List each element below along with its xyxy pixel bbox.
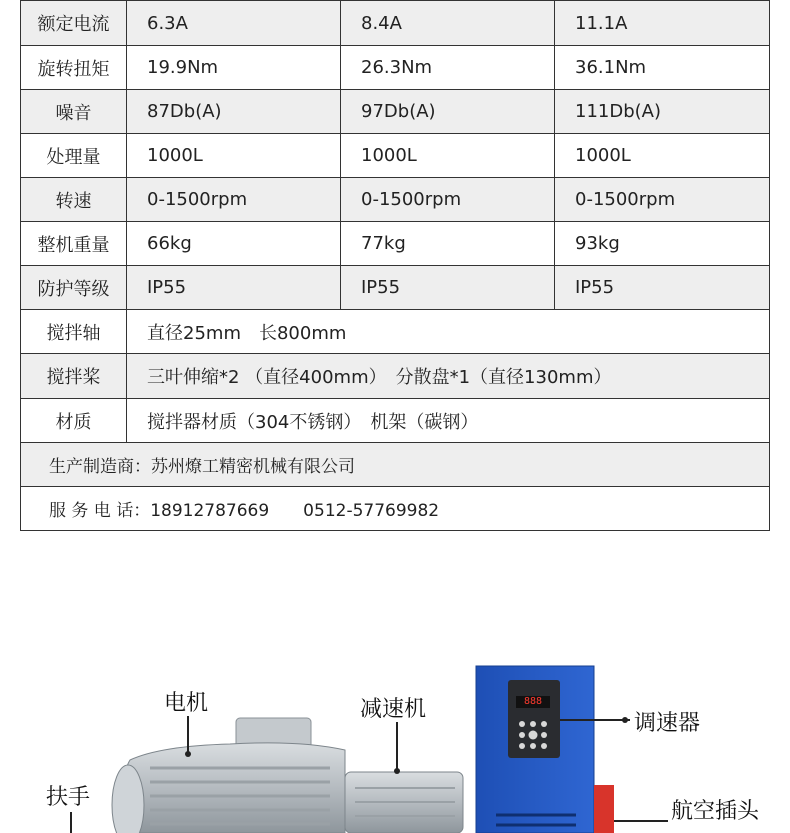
motor-leader	[187, 716, 189, 754]
spec-value: 6.3A	[127, 1, 341, 46]
controller-display-text: 888	[523, 696, 543, 707]
spec-row-shaft	[21, 310, 770, 354]
spec-label: 整机重量	[21, 222, 127, 266]
handle-callout: 扶手	[46, 785, 91, 810]
spec-value: 77kg	[341, 222, 555, 266]
spec-label: 搅拌桨	[21, 354, 127, 399]
spec-row-torque	[21, 46, 770, 90]
spec-row-material	[21, 399, 770, 443]
controller-leader-dot	[622, 717, 628, 723]
aviation-plug-callout: 航空插头	[671, 799, 760, 824]
spec-value: IP55	[341, 266, 555, 310]
reducer-body	[345, 772, 463, 833]
spec-label: 处理量	[21, 134, 127, 178]
spec-value: 0-1500rpm	[341, 178, 555, 222]
spec-row-noise	[21, 90, 770, 134]
spec-value: 1000L	[555, 134, 770, 178]
spec-value: 111Db(A)	[555, 90, 770, 134]
motor-callout: 电机	[164, 691, 209, 716]
spec-value: 26.3Nm	[341, 46, 555, 90]
spec-row-speed	[21, 178, 770, 222]
spec-row-weight	[21, 222, 770, 266]
spec-value: 8.4A	[341, 1, 555, 46]
spec-value: IP55	[555, 266, 770, 310]
handle-leader	[70, 812, 72, 833]
product-diagram	[0, 600, 790, 833]
spec-row-current	[21, 1, 770, 46]
spec-value: 1000L	[341, 134, 555, 178]
controller-callout: 调速器	[634, 711, 701, 736]
reducer-leader	[396, 722, 398, 772]
controller-leader	[560, 719, 630, 721]
motor-body	[112, 718, 345, 833]
spec-label: 额定电流	[21, 1, 127, 46]
spec-label: 转速	[21, 178, 127, 222]
spec-row-blade	[21, 354, 770, 399]
manufacturer-text: 生产制造商：苏州燎工精密机械有限公司	[21, 443, 770, 487]
spec-value: 87Db(A)	[127, 90, 341, 134]
reducer-leader-dot	[394, 768, 400, 774]
spec-table	[20, 0, 770, 531]
spec-value: 0-1500rpm	[127, 178, 341, 222]
motor-leader-dot	[185, 751, 191, 757]
spec-label: 旋转扭矩	[21, 46, 127, 90]
spec-value: 11.1A	[555, 1, 770, 46]
spec-label: 防护等级	[21, 266, 127, 310]
controller-cabinet	[476, 666, 614, 833]
spec-value: 三叶伸缩*2 （直径400mm） 分散盘*1（直径130mm）	[127, 354, 770, 399]
spec-value: 36.1Nm	[555, 46, 770, 90]
spec-value: 19.9Nm	[127, 46, 341, 90]
spec-value: 搅拌器材质（304不锈钢） 机架（碳钢）	[127, 399, 770, 443]
aviation-plug-leader	[614, 820, 668, 822]
spec-value: IP55	[127, 266, 341, 310]
spec-row-capacity	[21, 134, 770, 178]
spec-value: 直径25mm 长800mm	[127, 310, 770, 354]
spec-row-phone	[21, 487, 770, 531]
spec-value: 0-1500rpm	[555, 178, 770, 222]
spec-label: 搅拌轴	[21, 310, 127, 354]
service-phone-text: 服 务 电 话：18912787669 0512-57769982	[21, 487, 770, 531]
spec-row-manufacturer	[21, 443, 770, 487]
spec-value: 97Db(A)	[341, 90, 555, 134]
spec-value: 66kg	[127, 222, 341, 266]
spec-row-protection	[21, 266, 770, 310]
spec-label: 材质	[21, 399, 127, 443]
spec-label: 噪音	[21, 90, 127, 134]
spec-value: 93kg	[555, 222, 770, 266]
spec-value: 1000L	[127, 134, 341, 178]
reducer-callout: 减速机	[360, 697, 427, 722]
